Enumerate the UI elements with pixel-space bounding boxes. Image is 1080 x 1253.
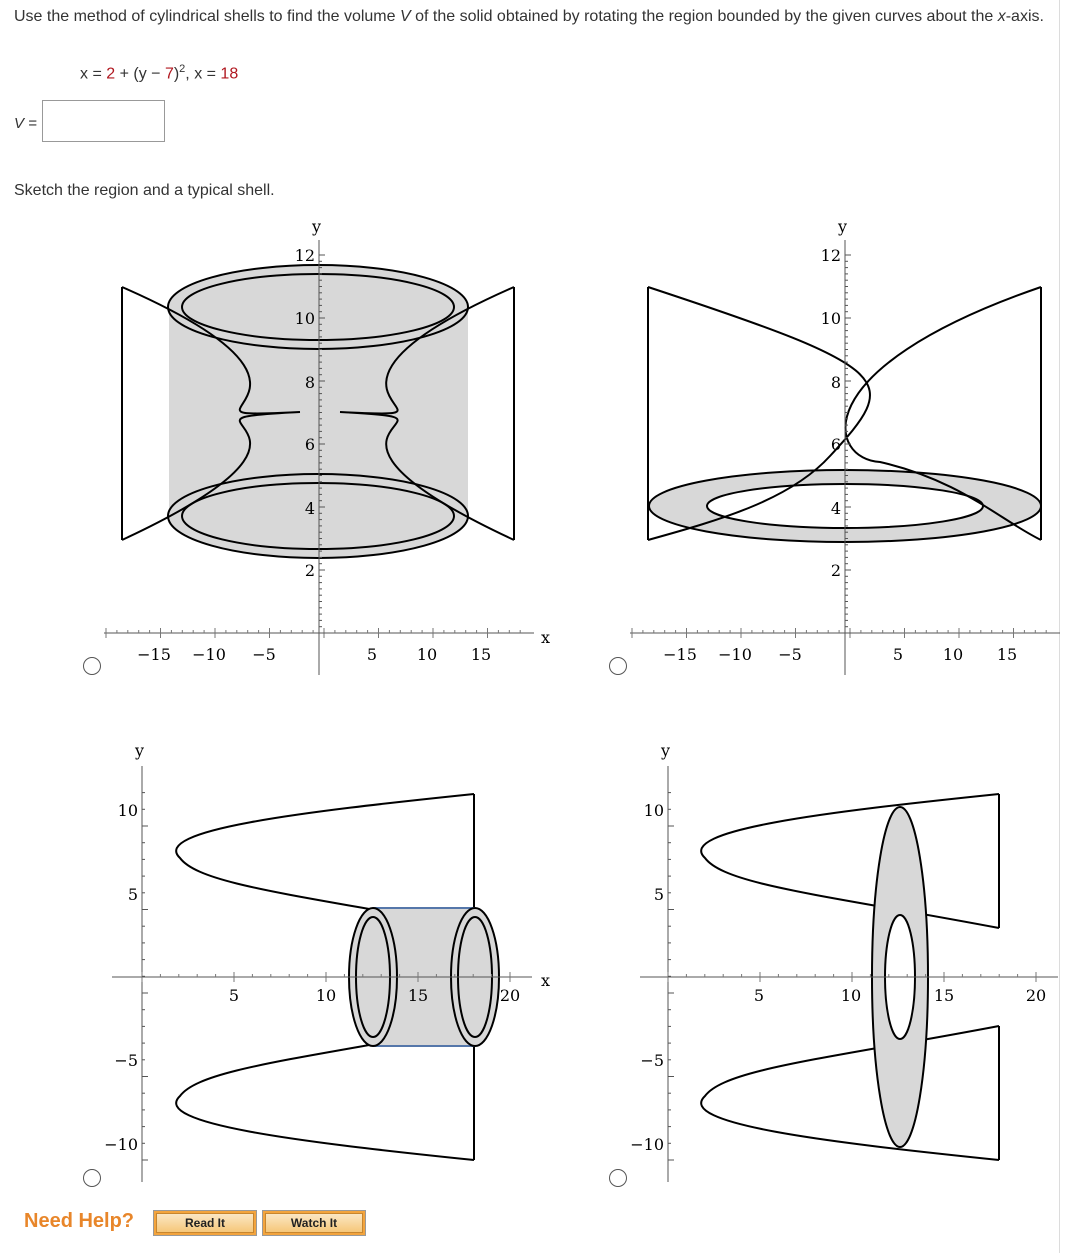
- x-tick-label-d-1: 10: [840, 986, 862, 1005]
- y-axis-label-a: y: [312, 217, 322, 236]
- x-tick-label-a-3: 5: [366, 645, 378, 664]
- y-tick-label-d-0: 10: [643, 801, 664, 820]
- need-help-label: Need Help?: [24, 1210, 135, 1232]
- y-tick-label-b-1: 4: [830, 499, 841, 518]
- volume-label: V =: [14, 115, 37, 132]
- y-tick-label-a-0: 2: [304, 561, 315, 580]
- y-tick-label-a-2: 6: [304, 435, 315, 454]
- question-text: Use the method of cylindrical shells to find the volume V of the solid obtained by rotating the region bounded by the given curves about the x-axis.: [14, 8, 1044, 25]
- y-tick-label-c-2: −5: [114, 1051, 138, 1070]
- y-tick-label-c-0: 10: [117, 801, 138, 820]
- x-axis-label-a: x: [541, 628, 551, 647]
- curves-equation: $x = 2 + (y - 7)^2$, x = 18: [80, 63, 239, 83]
- x-tick-label-a-1: −10: [192, 645, 226, 664]
- x-tick-label-b-2: −5: [778, 645, 802, 664]
- x-tick-label-c-2: 15: [407, 986, 429, 1005]
- y-axis-label-c: y: [135, 741, 145, 760]
- y-tick-label-d-1: 5: [653, 885, 664, 904]
- y-tick-label-b-5: 12: [820, 246, 841, 265]
- watch-it-label: Watch It: [265, 1213, 363, 1233]
- x-axis-label-c: x: [541, 971, 551, 990]
- x-tick-label-b-1: −10: [718, 645, 752, 664]
- x-tick-label-a-4: 10: [416, 645, 438, 664]
- x-tick-label-c-1: 10: [315, 986, 337, 1005]
- x-tick-label-b-5: 15: [996, 645, 1018, 664]
- x-tick-label-a-2: −5: [252, 645, 276, 664]
- x-tick-label-b-3: 5: [892, 645, 904, 664]
- y-tick-label-b-0: 2: [830, 561, 841, 580]
- x-tick-label-d-2: 15: [933, 986, 955, 1005]
- axes-d: [640, 766, 1058, 1182]
- x-tick-label-d-0: 5: [753, 986, 765, 1005]
- y-axis-label-d: y: [661, 741, 671, 760]
- x-tick-label-a-5: 15: [470, 645, 492, 664]
- watch-it-button[interactable]: [262, 1210, 366, 1236]
- x-tick-label-b-0: −15: [663, 645, 697, 664]
- y-tick-label-b-3: 8: [830, 373, 841, 392]
- y-tick-label-d-2: −5: [640, 1051, 664, 1070]
- y-tick-label-c-3: −10: [104, 1135, 138, 1154]
- y-tick-label-c-1: 5: [127, 885, 138, 904]
- read-it-label: Read It: [156, 1213, 254, 1233]
- x-tick-label-d-3: 20: [1025, 986, 1047, 1005]
- y-tick-label-a-3: 8: [304, 373, 315, 392]
- x-tick-label-c-3: 20: [499, 986, 521, 1005]
- read-it-button[interactable]: [153, 1210, 257, 1236]
- x-tick-label-a-0: −15: [137, 645, 171, 664]
- sketch-prompt: Sketch the region and a typical shell.: [14, 182, 275, 199]
- y-tick-label-a-5: 12: [294, 246, 315, 265]
- y-tick-label-b-4: 10: [820, 309, 841, 328]
- x-tick-label-c-0: 5: [228, 986, 240, 1005]
- y-tick-label-d-3: −10: [630, 1135, 664, 1154]
- y-tick-label-a-4: 10: [294, 309, 315, 328]
- y-tick-label-a-1: 4: [304, 499, 315, 518]
- x-tick-label-b-4: 10: [942, 645, 964, 664]
- y-tick-label-b-2: 6: [830, 435, 841, 454]
- y-axis-label-b: y: [838, 217, 848, 236]
